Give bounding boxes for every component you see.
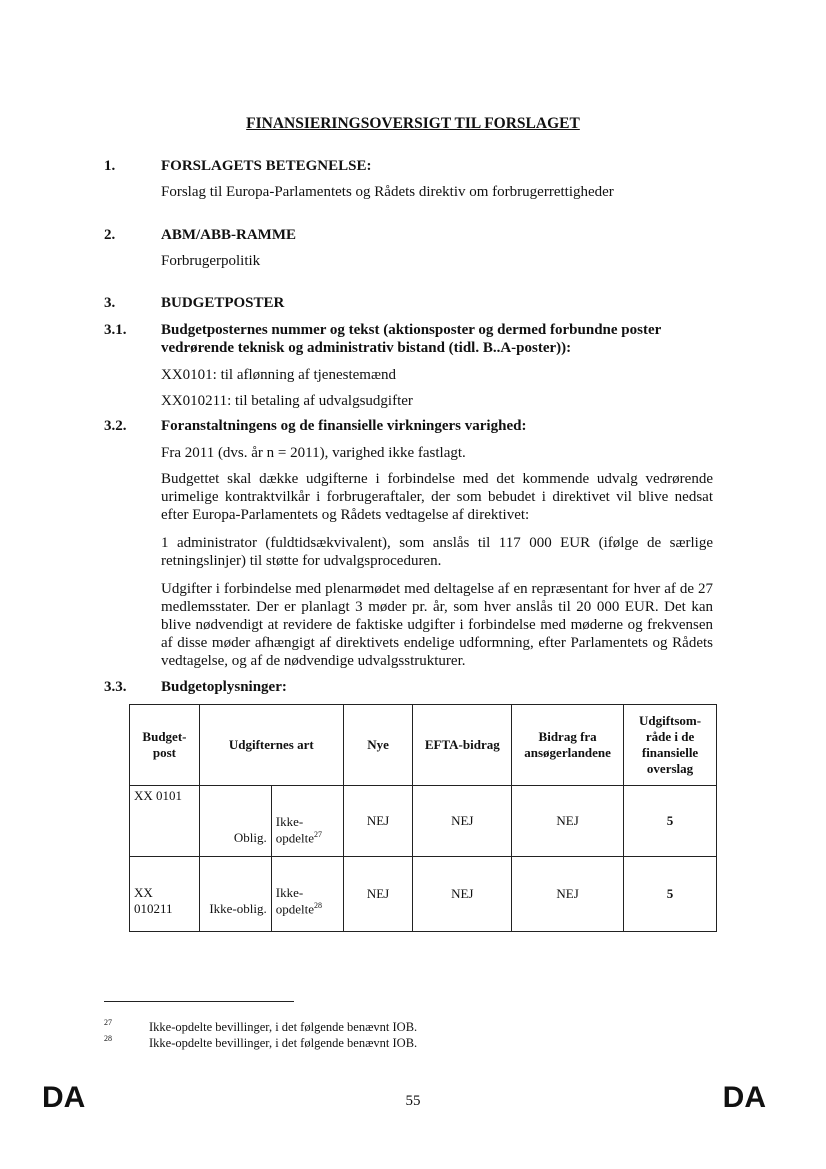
section-3-2-paragraph-2: Budgettet skal dække udgifterne i forbindelse med det kommende udvalg vedrørende urimelige kontraktvilkår i forbrugeraftaler, der som bebudet i direktivet vil blive nedsat efter Europa-Parlamentets og Rådets vedtagelse af direktivet: [161, 471, 713, 523]
header-efta: EFTA-bidrag [413, 705, 512, 786]
header-budget-post: Budget- post [130, 705, 200, 786]
section-3-3-number: 3.3. [104, 679, 127, 695]
cell-heading-area: 5 [624, 786, 717, 857]
cell-type-2-text: Ikke- opdelte [275, 884, 314, 916]
cell-post: XX 0101 [130, 786, 200, 857]
footnote-text: Ikke-opdelte bevillinger, i det følgende benævnt IOB. [149, 1036, 418, 1050]
cell-type-1: Oblig. [199, 786, 271, 857]
cell-candidate: NEJ [512, 786, 624, 857]
section-3-2-paragraph-3: 1 administrator (fuldtidsækvivalent), som anslås til 117 000 EUR (ifølge de særlige retningslinjer) til støtte for udvalgsproceduren. [161, 535, 713, 569]
header-new: Nye [343, 705, 413, 786]
cell-efta: NEJ [413, 786, 512, 857]
language-code-right: DA [722, 1081, 766, 1114]
header-heading-area: Udgiftsom- råde i de finansielle overslag [624, 705, 717, 786]
cell-type-2-text: Ikke- opdelte [275, 813, 314, 845]
section-3-2-heading: Foranstaltningens og de finansielle virkningers varighed: [161, 418, 527, 434]
table-row [130, 857, 717, 932]
section-3-1-heading-line2: vedrørende teknisk og administrativ bistand (tidl. B..A-poster)): [161, 340, 572, 356]
budget-line-xx010211: XX010211: til betaling af udvalgsudgifter [161, 393, 413, 409]
section-1-number: 1. [104, 158, 116, 174]
budget-table [129, 704, 717, 932]
cell-new: NEJ [343, 857, 413, 932]
section-2-heading: ABM/ABB-RAMME [161, 227, 296, 243]
cell-type-2 [271, 786, 343, 857]
cell-new: NEJ [343, 786, 413, 857]
footnote-text: Ikke-opdelte bevillinger, i det følgende benævnt IOB. [149, 1020, 418, 1034]
section-1-text: Forslag til Europa-Parlamentets og Rådets direktiv om forbrugerrettigheder [161, 184, 614, 200]
footnote-number: 27 [104, 1018, 112, 1027]
cell-efta: NEJ [413, 857, 512, 932]
section-3-2-paragraph-1: Fra 2011 (dvs. år n = 2011), varighed ikke fastlagt. [161, 445, 466, 461]
budget-line-xx0101: XX0101: til aflønning af tjenestemænd [161, 367, 396, 383]
cell-candidate: NEJ [512, 857, 624, 932]
table-row [130, 786, 717, 857]
footnote-ref: 27 [314, 829, 322, 839]
section-3-1-number: 3.1. [104, 322, 127, 338]
section-2-text: Forbrugerpolitik [161, 253, 261, 269]
document-title: FINANSIERINGSOVERSIGT TIL FORSLAGET [246, 115, 580, 132]
cell-type-1: Ikke-oblig. [199, 857, 271, 932]
section-3-1-heading-line1: Budgetposternes nummer og tekst (aktionsposter og dermed forbundne poster [161, 322, 662, 338]
cell-type-2 [271, 857, 343, 932]
section-3-3-heading: Budgetoplysninger: [161, 679, 287, 695]
section-2-number: 2. [104, 227, 116, 243]
page-number: 55 [405, 1093, 421, 1109]
table-header-row [130, 705, 717, 786]
section-1-heading: FORSLAGETS BETEGNELSE: [161, 158, 372, 174]
section-3-number: 3. [104, 295, 116, 311]
footnote-number: 28 [104, 1034, 112, 1043]
section-3-2-paragraph-4: Udgifter i forbindelse med plenarmødet med deltagelse af en repræsentant for hver af de 27 medlemsstater. Der er planlagt 3 møder pr. år, som hver anslås til 20 000 EUR. Det kan blive nødvendigt at revidere de faktiske udgifter i forbindelse med møderne og frekvensen af disse møder afhængigt af direktivets endelige udformning, efter Parlamentets og Rådets vedtagelse, og af de nødvendige udvalgsstrukturer. [161, 581, 713, 669]
section-3-2-number: 3.2. [104, 418, 127, 434]
header-expense-type: Udgifternes art [199, 705, 343, 786]
footnote-ref: 28 [314, 900, 322, 910]
footnote-separator [104, 1001, 294, 1002]
language-code-left: DA [42, 1081, 86, 1114]
cell-heading-area: 5 [624, 857, 717, 932]
cell-post: XX 010211 [130, 857, 200, 932]
section-3-heading: BUDGETPOSTER [161, 295, 285, 311]
header-candidate-contribution: Bidrag fra ansøgerlandene [512, 705, 624, 786]
